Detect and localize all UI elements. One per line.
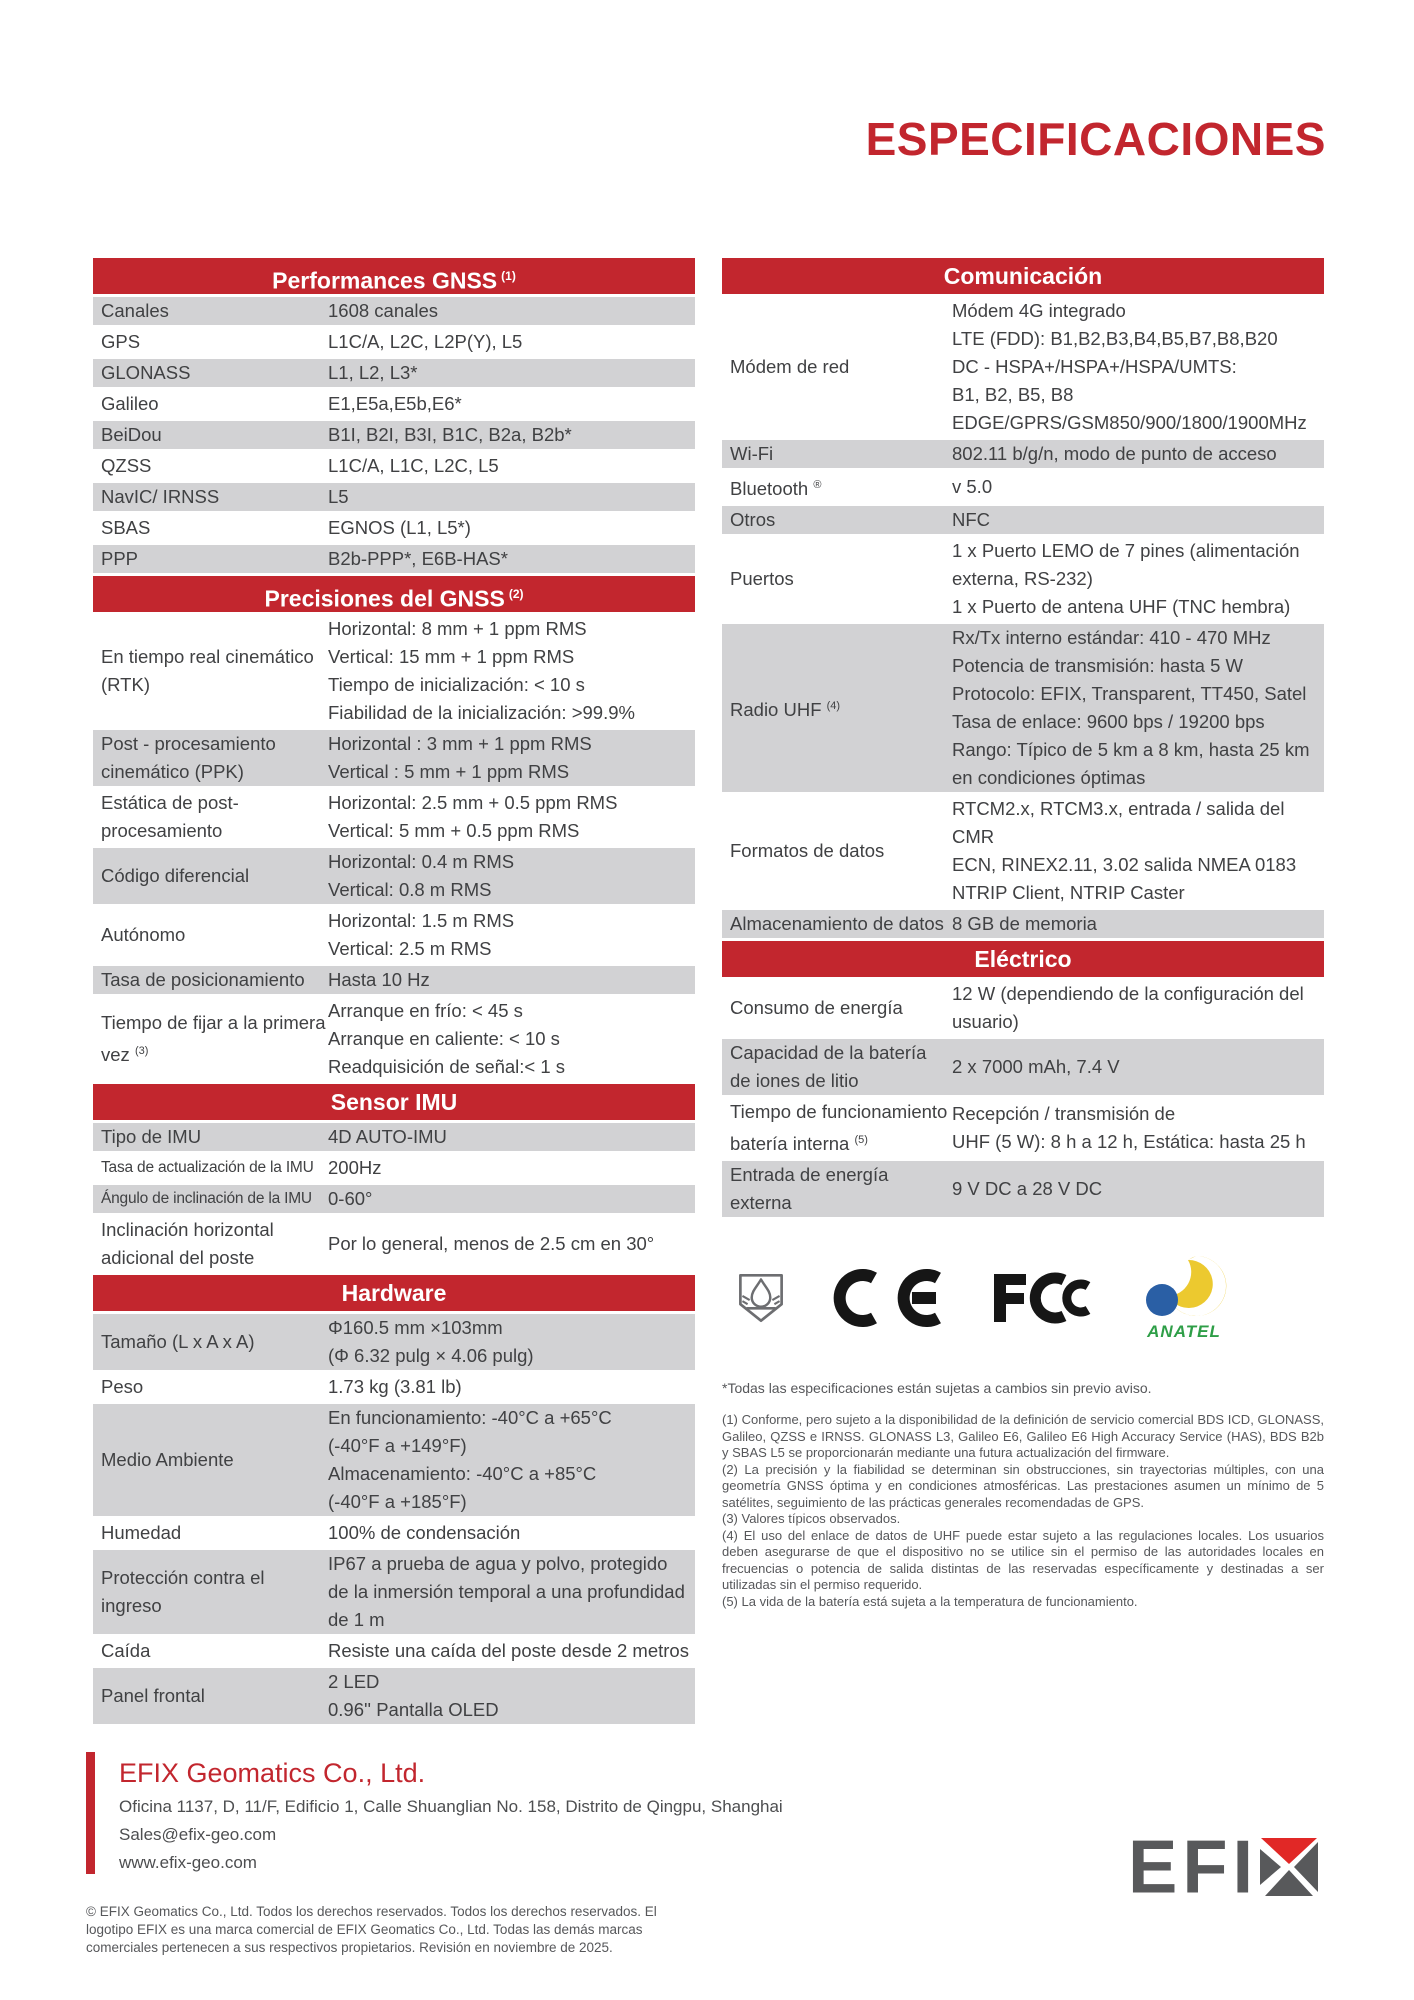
row-label: Inclinación horizontal adicional del poste: [101, 1219, 274, 1268]
row-label: Consumo de energía: [730, 997, 903, 1019]
value-line: Rango: Típico de 5 km a 8 km, hasta 25 km en condiciones óptimas: [952, 739, 1310, 789]
footer-email: Sales@efix-geo.com: [119, 1825, 277, 1844]
spec-row: [93, 483, 695, 514]
row-value: [328, 1230, 695, 1258]
value-line: L1C/A, L1C, L2C, L5: [328, 455, 499, 476]
value-line: 12 W (dependiendo de la configuración del usuario): [952, 983, 1304, 1033]
value-line: v 5.0: [952, 476, 993, 498]
row-value: [328, 1373, 695, 1401]
value-line: LTE (FDD): B1,B2,B3,B4,B5,B7,B8,B20: [952, 328, 1278, 349]
row-label: Post - procesamiento cinemático (PPK): [101, 733, 276, 782]
value-line: 0.96'' Pantalla OLED: [328, 1699, 499, 1720]
row-value: [952, 297, 1324, 437]
row-label: Otros: [730, 509, 776, 531]
row-label: NavIC/ IRNSS: [101, 486, 220, 507]
value-line: Horizontal : 3 mm + 1 ppm RMS: [328, 733, 592, 754]
row-value: [328, 452, 695, 480]
fcc-icon: [986, 1269, 1108, 1327]
value-line: Horizontal: 8 mm + 1 ppm RMS: [328, 618, 587, 639]
row-label: Puertos: [730, 568, 794, 590]
row-value: [328, 1404, 695, 1516]
row-value: [952, 1100, 1324, 1156]
row-value: [328, 1637, 695, 1665]
spec-row: [722, 537, 1324, 624]
right-tables: [722, 258, 1324, 1220]
value-line: Protocolo: EFIX, Transparent, TT450, Satel: [952, 683, 1307, 705]
row-label: Protección contra el ingreso: [101, 1567, 265, 1616]
row-label: Panel frontal: [101, 1685, 205, 1706]
ip67-icon: [728, 1265, 794, 1331]
row-value: [328, 1123, 695, 1151]
spec-row: [722, 1039, 1324, 1098]
row-label: Canales: [101, 300, 169, 321]
spec-row: [722, 471, 1324, 506]
row-value: [952, 795, 1324, 907]
footer-contact: [86, 1752, 783, 1874]
spec-row: [93, 514, 695, 545]
row-value: [328, 359, 695, 387]
certification-logos: [728, 1250, 1324, 1346]
spec-row: [93, 1404, 695, 1519]
table-header: Hardware: [93, 1275, 695, 1311]
value-line: 9 V DC a 28 V DC: [952, 1178, 1103, 1200]
ce-icon: [824, 1269, 956, 1327]
row-label: Entrada de energía externa: [730, 1164, 889, 1214]
value-line: L1C/A, L2C, L2P(Y), L5: [328, 331, 523, 352]
row-label: Tamaño (L x A x A): [101, 1331, 255, 1352]
row-value: [328, 615, 695, 727]
row-label: Tiempo de fijar a la primera vez $^{(3)}$: [101, 1011, 326, 1066]
value-line: B2b-PPP*, E6B-HAS*: [328, 548, 508, 569]
table-header: Sensor IMU: [93, 1084, 695, 1120]
row-label: BeiDou: [101, 424, 162, 445]
row-label: Estática de post-procesamiento: [101, 792, 239, 841]
value-line: IP67 a prueba de agua y polvo, protegido de la inmersión temporal a una profundidad de 1 m: [328, 1553, 685, 1630]
value-line: ECN, RINEX2.11, 3.02 salida NMEA 0183: [952, 854, 1297, 876]
spec-row: [93, 848, 695, 907]
efix-x-icon: [1260, 1838, 1318, 1896]
right-column: [722, 258, 1324, 1727]
spec-row: [93, 997, 695, 1084]
value-line: 1.73 kg (3.81 lb): [328, 1376, 462, 1397]
row-value: [328, 483, 695, 511]
spec-row: [93, 452, 695, 483]
row-value: [328, 297, 695, 325]
row-label: Autónomo: [101, 924, 186, 945]
row-value: [328, 789, 695, 845]
row-value: [952, 473, 1324, 501]
value-line: Rx/Tx interno estándar: 410 - 470 MHz: [952, 627, 1271, 649]
value-line: Tiempo de inicialización: < 10 s: [328, 674, 585, 695]
value-line: (-40°F a +149°F): [328, 1435, 467, 1456]
value-line: Tasa de enlace: 9600 bps / 19200 bps: [952, 711, 1265, 733]
value-line: NTRIP Client, NTRIP Caster: [952, 882, 1185, 904]
row-label: Galileo: [101, 393, 159, 414]
row-label: Peso: [101, 1376, 144, 1397]
row-label: SBAS: [101, 517, 151, 538]
value-line: UHF (5 W): 8 h a 12 h, Estática: hasta 25 h: [952, 1131, 1306, 1153]
spec-row: [93, 1373, 695, 1404]
row-value: [328, 390, 695, 418]
row-value: [328, 966, 695, 994]
copyright-text: © EFIX Geomatics Co., Ltd. Todos los derechos reservados. Todos los derechos reservados. El logotipo EFIX es una marca comercial de EFIX Geomatics Co., Ltd. Todas las demás marcas comerciales pertenecen a sus respectivos propietarios. Revisión en noviembre de 2025.: [86, 1904, 657, 1955]
row-label: QZSS: [101, 455, 152, 476]
spec-row: [722, 910, 1324, 941]
value-line: Potencia de transmisión: hasta 5 W: [952, 655, 1244, 677]
spec-row: [93, 390, 695, 421]
spec-row: [93, 966, 695, 997]
row-value: [328, 1154, 695, 1182]
spec-row: [722, 297, 1324, 440]
row-value: [952, 1175, 1324, 1203]
value-line: Horizontal: 1.5 m RMS: [328, 910, 515, 931]
value-line: EGNOS (L1, L5*): [328, 517, 471, 538]
value-line: Almacenamiento: -40°C a +85°C: [328, 1463, 597, 1484]
value-line: EDGE/GPRS/GSM850/900/1800/1900MHz: [952, 412, 1307, 433]
footnote: (5) La vida de la batería está sujeta a la temperatura de funcionamiento.: [722, 1593, 1138, 1609]
spec-row: [93, 615, 695, 730]
spec-row: [722, 980, 1324, 1039]
footnote: (3) Valores típicos observados.: [722, 1511, 901, 1527]
row-value: [952, 440, 1324, 468]
value-line: En funcionamiento: -40°C a +65°C: [328, 1407, 612, 1428]
table-header: Comunicación: [722, 258, 1324, 294]
footer-website: www.efix-geo.com: [119, 1853, 257, 1872]
value-line: 8 GB de memoria: [952, 913, 1097, 935]
table-header: Performances GNSS $^{(1)}$: [93, 258, 695, 294]
row-value: [328, 1668, 695, 1724]
value-line: E1,E5a,E5b,E6*: [328, 393, 462, 414]
row-value: [328, 1185, 695, 1213]
row-label: Almacenamiento de datos: [730, 913, 944, 935]
spec-row: [93, 730, 695, 789]
value-line: Vertical : 5 mm + 1 ppm RMS: [328, 761, 570, 782]
value-line: 1608 canales: [328, 300, 439, 321]
footer-address: Oficina 1137, D, 11/F, Edificio 1, Calle Shuanglian No. 158, Distrito de Qingpu, Shanghai: [119, 1797, 783, 1816]
value-line: (-40°F a +185°F): [328, 1491, 467, 1512]
row-label: Caída: [101, 1640, 151, 1661]
spec-row: [722, 1098, 1324, 1161]
value-line: 0-60°: [328, 1188, 373, 1209]
spec-row: [722, 506, 1324, 537]
value-line: Φ160.5 mm ×103mm: [328, 1317, 503, 1338]
efix-logo-text: EFI: [1128, 1824, 1259, 1909]
spec-row: [93, 789, 695, 848]
row-value: [952, 624, 1324, 792]
value-line: 1 x Puerto LEMO de 7 pines (alimentación externa, RS-232): [952, 540, 1300, 590]
row-label: PPP: [101, 548, 139, 569]
left-column: [93, 258, 695, 1727]
value-line: Arranque en frío: < 45 s: [328, 1000, 523, 1021]
spec-row: [93, 1216, 695, 1275]
row-label: Bluetooth ®: [730, 478, 822, 500]
spec-row: [93, 907, 695, 966]
value-line: 2 x 7000 mAh, 7.4 V: [952, 1056, 1120, 1078]
value-line: B1I, B2I, B3I, B1C, B2a, B2b*: [328, 424, 572, 445]
row-label: Ángulo de inclinación de la IMU: [101, 1190, 312, 1207]
value-line: (Φ 6.32 pulg × 4.06 pulg): [328, 1345, 534, 1366]
value-line: Por lo general, menos de 2.5 cm en 30°: [328, 1233, 655, 1254]
footnote: (1) Conforme, pero sujeto a la disponibilidad de la definición de servicio comercial BDS ICD, GLONASS, Galileo, QZSS e IRNSS. GLONASS L3, Galileo E6, Galileo E6 High Accuracy Service (HAS), BDS B2b y SBAS L5 se proporcionarán mediante una futura actualización del firmware.: [722, 1412, 1324, 1461]
value-line: Hasta 10 Hz: [328, 969, 430, 990]
anatel-icon: [1138, 1254, 1230, 1342]
row-value: [328, 1519, 695, 1547]
footnote: (2) La precisión y la fiabilidad se determinan sin obstrucciones, sin trayectorias múltiples, con una geometría GNSS óptima y en condiciones atmosféricas. Las prestaciones asumen un mínimo de 5 satélites, seguimiento de las prácticas generales recomendadas de GPS.: [722, 1461, 1324, 1510]
value-line: Fiabilidad de la inicialización: >99.9%: [328, 702, 635, 723]
value-line: 100% de condensación: [328, 1522, 521, 1543]
footnote: (4) El uso del enlace de datos de UHF puede estar sujeto a las regulaciones locales. Los usuarios deben asegurarse de que el dispositivo no se utilice sin el permiso de las autoridades locales en frecuencias o potencia de salida distintas de las reservadas específicamente y destinadas a ser utilizadas sin el permiso requerido.: [722, 1527, 1324, 1593]
row-value: [328, 545, 695, 573]
value-line: 802.11 b/g/n, modo de punto de acceso: [952, 443, 1277, 464]
row-label: Módem de red: [730, 356, 850, 377]
value-line: B1, B2, B5, B8: [952, 384, 1074, 405]
row-value: [328, 328, 695, 356]
value-line: Horizontal: 0.4 m RMS: [328, 851, 515, 872]
value-line: Vertical: 2.5 m RMS: [328, 938, 492, 959]
spec-row: [93, 1519, 695, 1550]
value-line: Readquisición de señal:< 1 s: [328, 1056, 566, 1077]
row-label: Capacidad de la batería de iones de litio: [730, 1042, 927, 1092]
spec-row: [93, 1154, 695, 1185]
row-label: Humedad: [101, 1522, 182, 1543]
spec-row: [93, 297, 695, 328]
value-line: DC - HSPA+/HSPA+/HSPA/UMTS:: [952, 356, 1237, 377]
row-label: Wi-Fi: [730, 443, 774, 464]
value-line: Recepción / transmisión de: [952, 1103, 1176, 1125]
value-line: NFC: [952, 509, 991, 531]
row-value: [952, 980, 1324, 1036]
row-label: Tasa de actualización de la IMU: [101, 1159, 314, 1176]
row-label: Radio UHF $^{(4)}$: [730, 699, 841, 721]
spec-row: [93, 1550, 695, 1637]
row-label: Medio Ambiente: [101, 1449, 234, 1470]
value-line: Vertical: 0.8 m RMS: [328, 879, 492, 900]
row-value: [328, 421, 695, 449]
row-value: [328, 730, 695, 786]
row-label: Código diferencial: [101, 865, 250, 886]
value-line: L1, L2, L3*: [328, 362, 418, 383]
footer-accent-bar: [86, 1752, 95, 1874]
spec-columns: [93, 258, 1324, 1727]
row-label: GLONASS: [101, 362, 191, 383]
spec-row: [722, 1161, 1324, 1220]
spec-row: [93, 328, 695, 359]
spec-row: [93, 421, 695, 452]
spec-row: [93, 359, 695, 390]
row-label: Tipo de IMU: [101, 1126, 202, 1147]
value-line: 1 x Puerto de antena UHF (TNC hembra): [952, 596, 1291, 618]
row-value: [328, 997, 695, 1081]
value-line: L5: [328, 486, 349, 507]
row-value: [952, 1053, 1324, 1081]
row-label: Tasa de posicionamiento: [101, 969, 305, 990]
row-label: Tiempo de funcionamiento batería interna $^{(5)}$: [730, 1101, 948, 1155]
page-title: ESPECIFICACIONES: [865, 113, 1326, 165]
row-value: [328, 1550, 695, 1634]
spec-row: [722, 624, 1324, 795]
row-value: [328, 848, 695, 904]
value-line: Resiste una caída del poste desde 2 metros: [328, 1640, 689, 1661]
table-header: Precisiones del GNSS $^{(2)}$: [93, 576, 695, 612]
spec-row: [93, 545, 695, 576]
footnotes: [722, 1412, 1324, 1610]
row-label: GPS: [101, 331, 141, 352]
value-line: 200Hz: [328, 1157, 382, 1178]
value-line: 2 LED: [328, 1671, 380, 1692]
row-label: Formatos de datos: [730, 840, 885, 862]
row-value: [328, 1314, 695, 1370]
value-line: Arranque en caliente: < 10 s: [328, 1028, 560, 1049]
spec-row: [93, 1123, 695, 1154]
spec-disclaimer: *Todas las especificaciones están sujetas a cambios sin previo aviso.: [722, 1380, 1152, 1397]
row-value: [952, 537, 1324, 621]
value-line: Horizontal: 2.5 mm + 0.5 ppm RMS: [328, 792, 618, 813]
spec-row: [93, 1314, 695, 1373]
anatel-label: ANATEL: [1147, 1322, 1221, 1342]
value-line: RTCM2.x, RTCM3.x, entrada / salida del CMR: [952, 798, 1285, 848]
row-value: [328, 907, 695, 963]
spec-row: [722, 795, 1324, 910]
spec-row: [93, 1185, 695, 1216]
footer-company: EFIX Geomatics Co., Ltd.: [119, 1758, 426, 1788]
spec-row: [722, 440, 1324, 471]
row-value: [952, 506, 1324, 534]
value-line: Módem 4G integrado: [952, 300, 1126, 321]
spec-row: [93, 1668, 695, 1727]
value-line: Vertical: 15 mm + 1 ppm RMS: [328, 646, 575, 667]
value-line: Vertical: 5 mm + 0.5 ppm RMS: [328, 820, 580, 841]
value-line: 4D AUTO-IMU: [328, 1126, 447, 1147]
efix-logo: [1128, 1824, 1318, 1909]
row-label: En tiempo real cinemático (RTK): [101, 646, 314, 695]
spec-row: [93, 1637, 695, 1668]
row-value: [952, 910, 1324, 938]
table-header: Eléctrico: [722, 941, 1324, 977]
row-value: [328, 514, 695, 542]
